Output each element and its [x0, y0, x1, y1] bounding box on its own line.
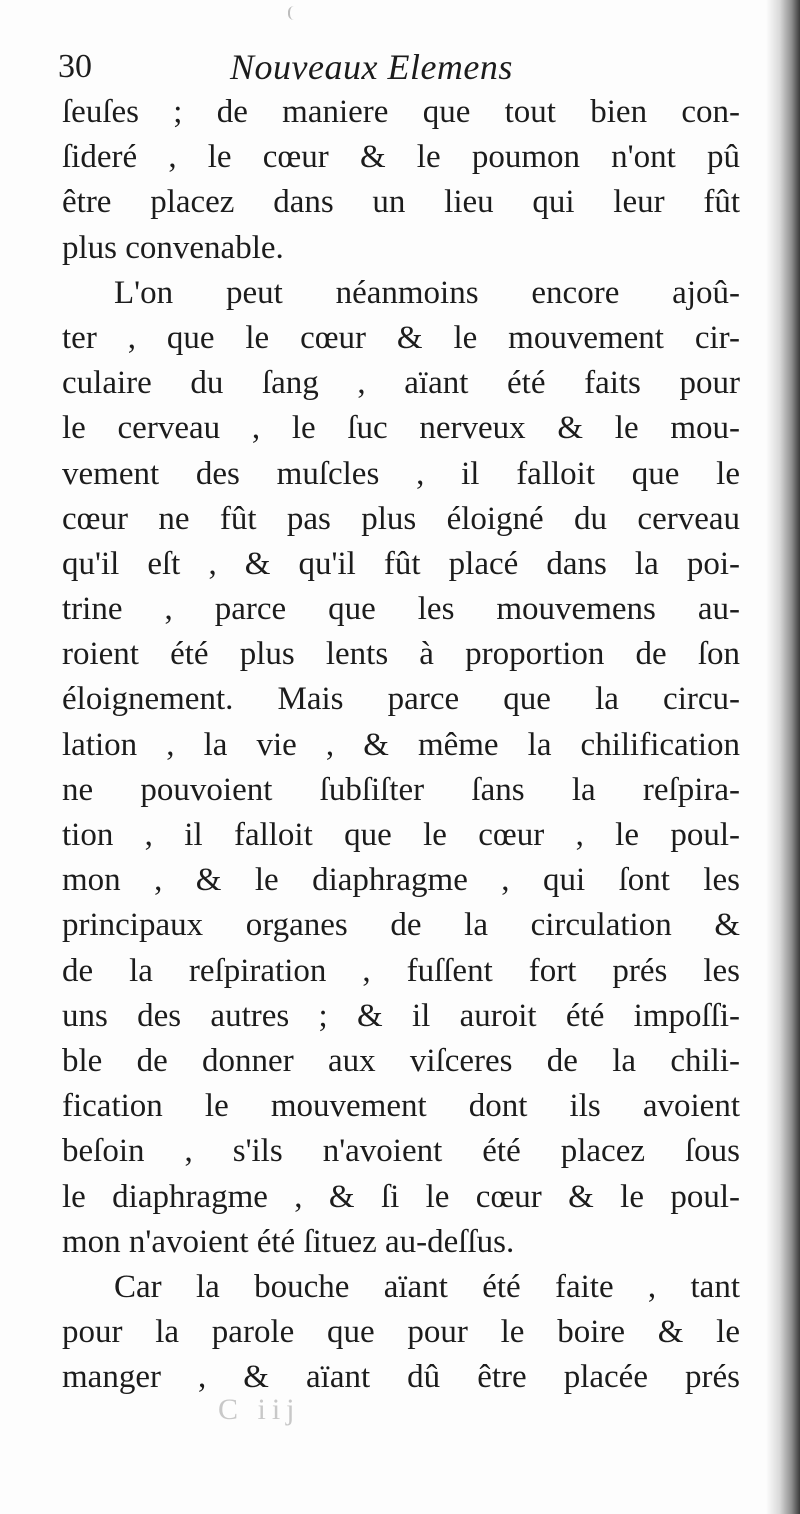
page-gutter-shadow: [766, 0, 800, 1514]
text-line: mon , & le diaphragme , qui ſont les: [62, 862, 740, 899]
text-line: fication le mouvement dont ils avoient: [62, 1088, 740, 1125]
text-line: manger , & aïant dû être placée prés: [62, 1359, 740, 1396]
text-line: cœur ne fût pas plus éloigné du cerveau: [62, 500, 740, 537]
text-line: ne pouvoient ſubſiſter ſans la reſpira-: [62, 771, 740, 808]
text-line: éloignement. Mais parce que la circu-: [62, 681, 740, 718]
paragraph-start-line: L'on peut néanmoins encore ajoû-: [114, 274, 740, 311]
page-header: [58, 44, 738, 90]
text-line: qu'il eſt , & qu'il fût placé dans la poi-: [62, 545, 740, 582]
body-text: [62, 90, 740, 1400]
text-line: mon n'avoient été ſituez au-deſſus.: [62, 1223, 515, 1260]
text-line: culaire du ſang , aïant été faits pour: [62, 365, 740, 402]
text-line: ſideré , le cœur & le poumon n'ont pû: [62, 139, 740, 176]
text-line: plus convenable.: [62, 229, 284, 266]
signature-mark: C iij: [218, 1393, 301, 1426]
text-line: le cerveau , le ſuc nerveux & le mou-: [62, 410, 740, 447]
text-line: ter , que le cœur & le mouvement cir-: [62, 319, 740, 356]
text-line: principaux organes de la circulation &: [62, 907, 740, 944]
text-line: trine , parce que les mouvemens au-: [62, 591, 740, 628]
text-line: le diaphragme , & ſi le cœur & le poul-: [62, 1178, 740, 1215]
text-line: tion , il falloit que le cœur , le poul-: [62, 817, 740, 853]
text-line: de la reſpiration , fuſſent fort prés les: [62, 952, 740, 989]
page-number: 30: [58, 48, 92, 85]
text-line: ble de donner aux viſceres de la chili-: [62, 1042, 740, 1079]
text-line: ſeuſes ; de maniere que tout bien con-: [62, 94, 740, 130]
paragraph-start-line: Car la bouche aïant été faite , tant: [114, 1268, 740, 1305]
running-title: Nouveaux Elemens: [230, 47, 513, 87]
text-line: beſoin , s'ils n'avoient été placez ſous: [62, 1133, 740, 1170]
text-line: pour la parole que pour le boire & le: [62, 1314, 740, 1351]
text-line: vement des muſcles , il falloit que le: [62, 455, 740, 492]
text-line: roient été plus lents à proportion de ſon: [62, 636, 740, 673]
paper-mark: [288, 6, 300, 20]
text-line: uns des autres ; & il auroit été impoſſi-: [62, 997, 740, 1034]
text-line: être placez dans un lieu qui leur fût: [62, 184, 740, 221]
text-line: lation , la vie , & même la chilification: [62, 726, 740, 763]
